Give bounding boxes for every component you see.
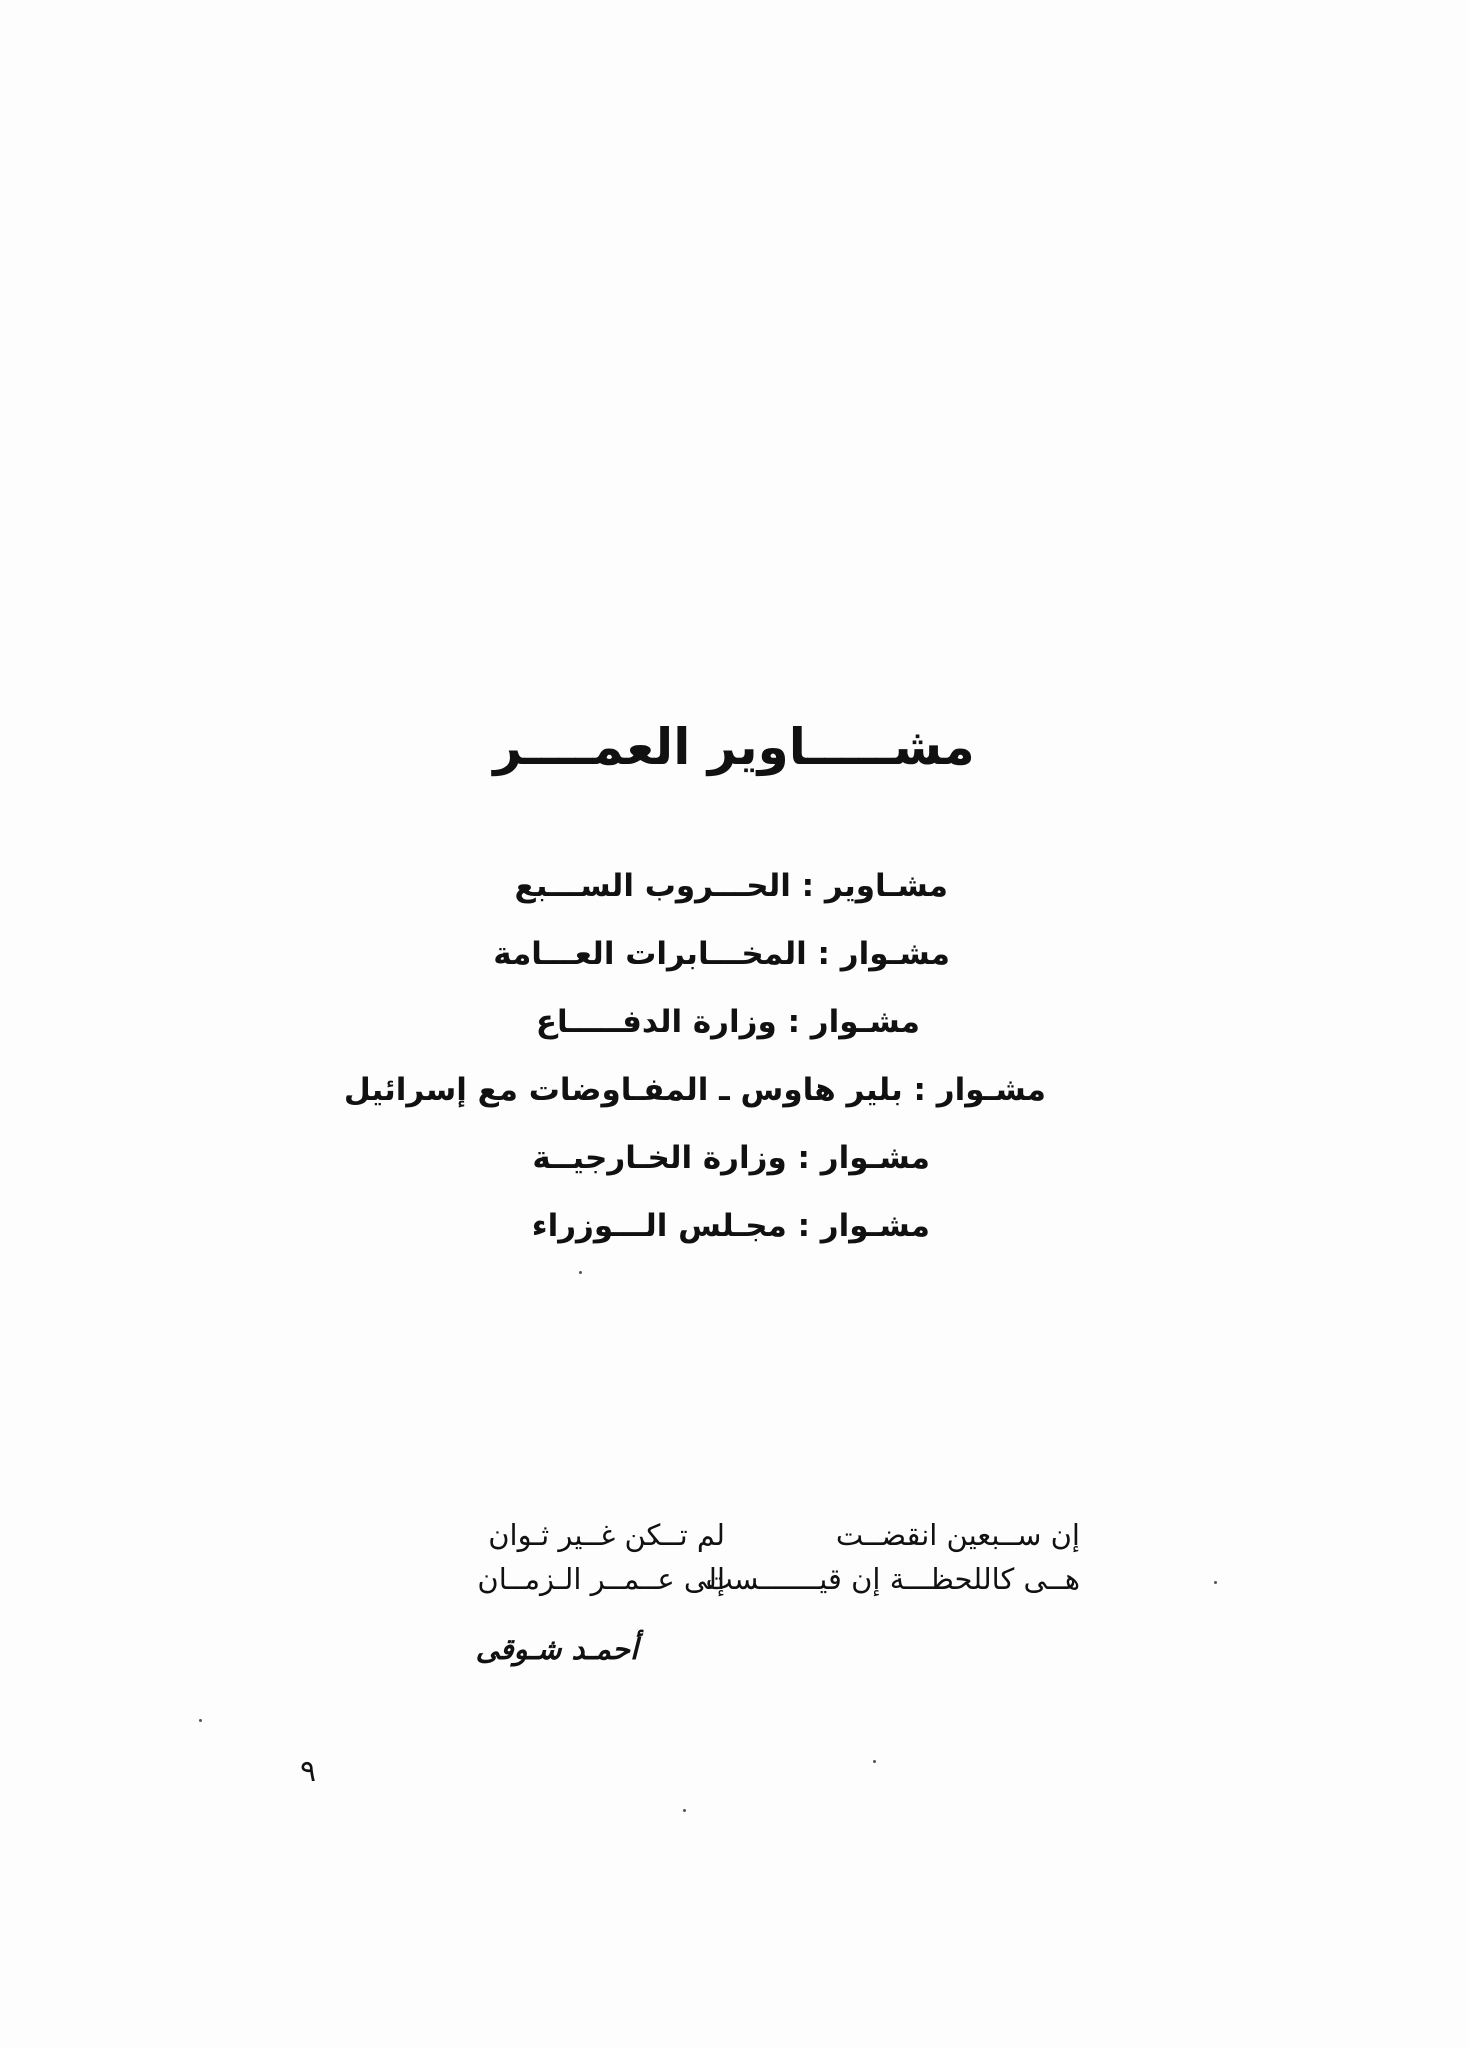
scan-speck <box>579 1271 582 1274</box>
page-title: مشـــــاوير العمــــر <box>493 718 975 776</box>
poem-verse <box>440 1562 1080 1606</box>
scan-speck <box>683 1809 686 1812</box>
contents-item: مشـوار : مجـلس الـــوزراء <box>531 1208 930 1244</box>
verse-first-hemistich: هــى كاللحظـــة إن قيـــــــست <box>705 1562 1080 1596</box>
contents-item: مشـوار : وزارة الدفـــــاع <box>535 1004 920 1040</box>
verse-second-hemistich: إلى عــمــر الـزمــان <box>477 1562 725 1596</box>
scan-speck <box>199 1719 202 1722</box>
contents-item: مشـاوير : الحـــروب الســـبع <box>514 868 948 904</box>
verse-first-hemistich: إن ســبعين انقضــت <box>835 1518 1080 1552</box>
contents-item: مشـوار : بلير هاوس ـ المفـاوضات مع إسرائيل <box>343 1072 1046 1108</box>
poem-verse <box>440 1518 1080 1562</box>
page-number: ٩ <box>300 1754 317 1789</box>
scan-speck <box>873 1760 876 1763</box>
verse-second-hemistich: لم تــكن غــير ثـوان <box>488 1518 725 1552</box>
poet-name: أحمـد شـوقى <box>475 1632 638 1666</box>
contents-item: مشـوار : المخـــابرات العـــامة <box>493 936 950 972</box>
poem <box>440 1518 1080 1606</box>
contents-item: مشـوار : وزارة الخـارجيــة <box>532 1140 930 1176</box>
scan-speck <box>1214 1581 1217 1584</box>
